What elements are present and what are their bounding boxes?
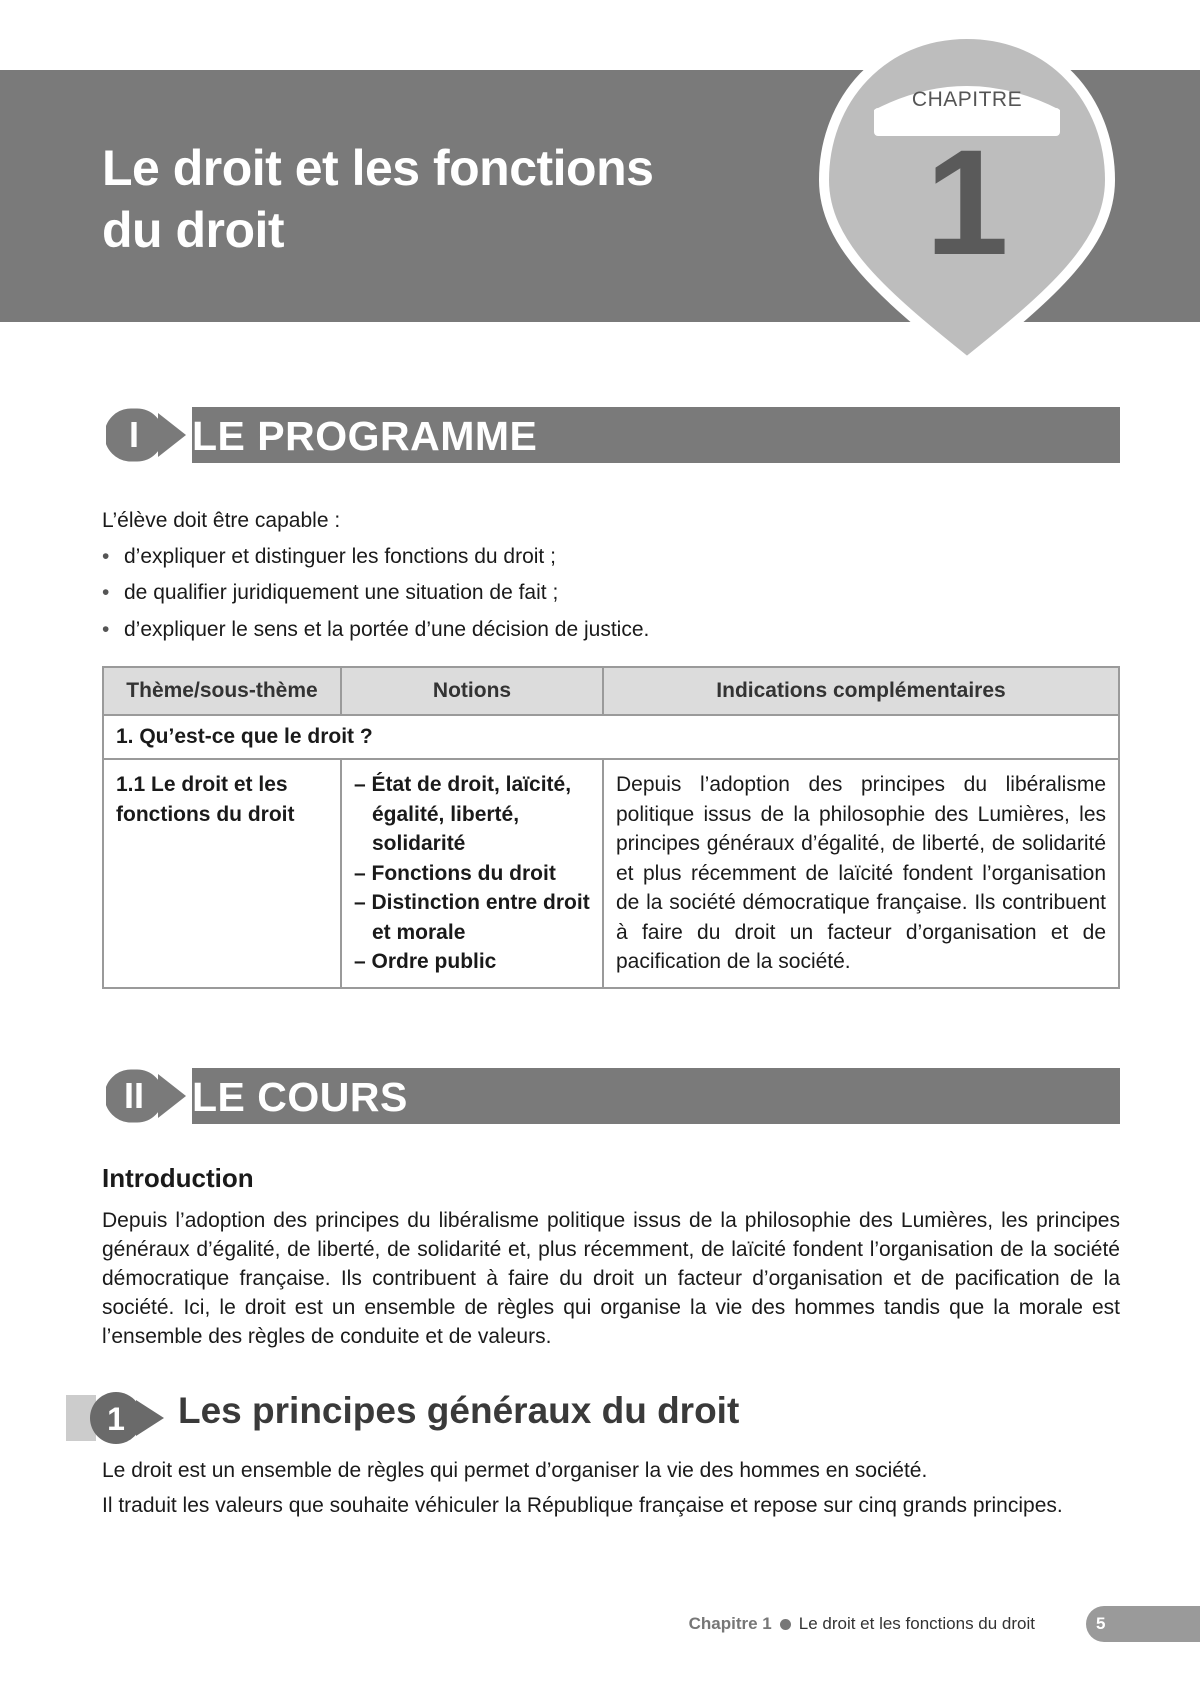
programme-bullet: • d’expliquer le sens et la portée d’une décision de justice.: [102, 612, 649, 648]
programme-bullet: • de qualifier juridiquement une situation de fait ;: [102, 575, 558, 611]
subsection-paragraph: Il traduit les valeurs que souhaite véhiculer la République française et repose sur cinq grands principes.: [102, 1494, 1063, 1517]
page-footer: [689, 1614, 1035, 1634]
table-theme-row: 1. Qu’est-ce que le droit ?: [103, 715, 1119, 759]
programme-table: [102, 666, 1120, 989]
section-header-cours: [102, 1068, 1120, 1124]
footer-dot-icon: [780, 1619, 791, 1630]
chapter-label: CHAPITRE: [911, 88, 1023, 111]
section-numeral: I: [128, 414, 139, 455]
table-header: Thème/sous-thème: [103, 667, 341, 715]
chapter-title-line-1: Le droit et les fonctions: [102, 140, 654, 196]
section-title: LE COURS: [192, 1074, 408, 1120]
table-cell-notions: [341, 759, 603, 988]
table-header: Indications complémentaires: [603, 667, 1119, 715]
table-cell-subtheme: 1.1 Le droit et les fonctions du droit: [103, 759, 341, 988]
subsection-paragraph: Le droit est un ensemble de règles qui permet d’organiser la vie des hommes en société.: [102, 1459, 928, 1482]
chapter-number: 1: [925, 118, 1009, 286]
introduction-heading: Introduction: [102, 1163, 254, 1193]
notion-item: – État de droit, laïcité, égalité, liberté, solidarité: [354, 773, 572, 855]
section-title: LE PROGRAMME: [192, 413, 538, 459]
section-numeral: II: [123, 1075, 144, 1116]
section-header-programme: [102, 407, 1120, 463]
subsection-title: Les principes généraux du droit: [178, 1390, 740, 1431]
notion-item: – Ordre public: [354, 950, 497, 973]
chapter-title: [102, 137, 822, 261]
notion-item: – Fonctions du droit: [354, 861, 556, 885]
table-cell-indications: Depuis l’adoption des principes du libéralisme politique issus de la philosophie des Lumières, les principes généraux d’égalité, de liberté, de solidarité et plus récemment de laïcité fondent l’organisation de la société démocratique française. Ils contribuent à faire du droit un facteur d’organisation et de pacification de la société.: [603, 759, 1119, 988]
chapter-title-line-2: du droit: [102, 202, 285, 258]
table-header: Notions: [341, 667, 603, 715]
footer-chapter: Chapitre 1: [688, 1614, 772, 1633]
table-row: [103, 759, 1119, 988]
programme-bullet: • d’expliquer et distinguer les fonctions du droit ;: [102, 539, 556, 575]
footer-title: Le droit et les fonctions du droit: [798, 1614, 1035, 1633]
page-number: 5: [1096, 1614, 1106, 1633]
programme-intro: L’élève doit être capable :: [102, 509, 341, 532]
subsection-number: 1: [107, 1401, 125, 1437]
notion-item: – Distinction entre droit et morale: [354, 891, 590, 944]
introduction-paragraph: Depuis l’adoption des principes du libéralisme politique issus de la philosophie des Lumières, les principes généraux d’égalité, de liberté, de solidarité et, plus récemment, de laïcité fondent l’organisation de la société démocratique française. Ils contribuent à faire du droit un facteur d’organisation et de pacification de la société. Ici, le droit est un ensemble de règles qui organise la vie des hommes tandis que la morale est l’ensemble des règles de conduite et de valeurs.: [102, 1209, 1120, 1348]
